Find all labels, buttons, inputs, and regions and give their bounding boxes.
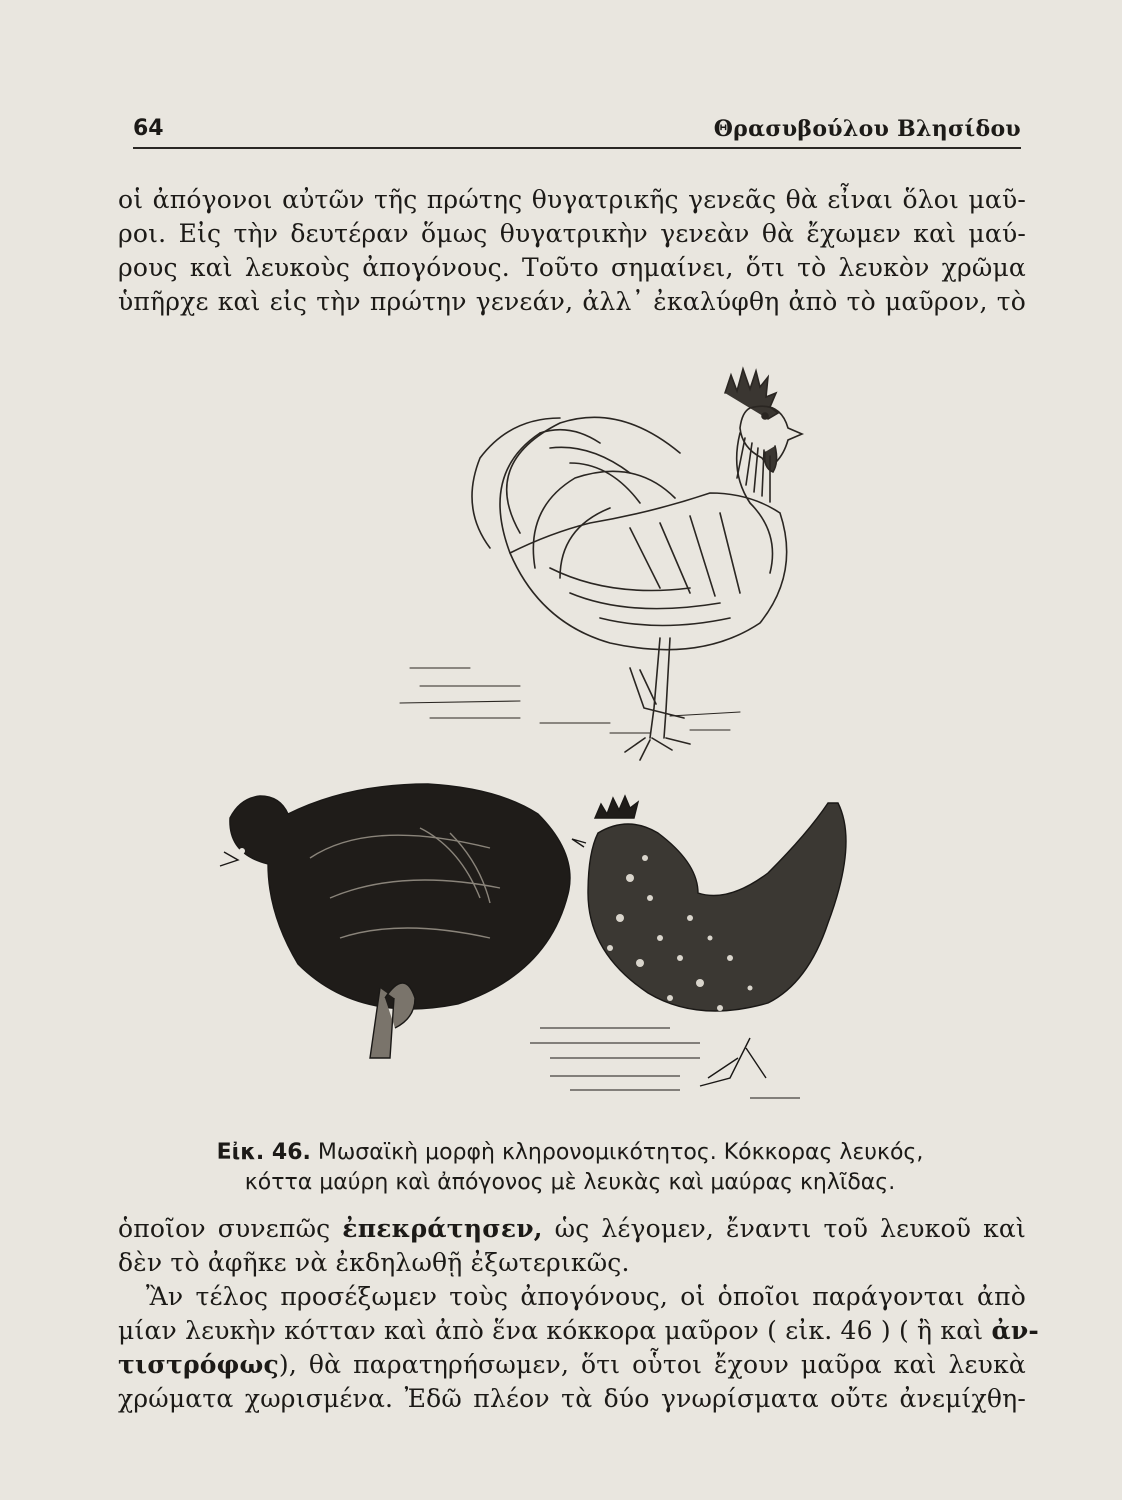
text-span: ὡς λέγομεν, ἔναντι τοῦ λευκοῦ καὶ [542,1214,1026,1243]
white-rooster-icon [190,338,1050,778]
paragraph-middle [118,1212,1026,1280]
figure-caption [130,1138,1010,1198]
text-line [118,1348,1026,1382]
page-header [133,112,1021,148]
bold-term: ἀν- [991,1316,1039,1345]
text-line: οἱ ἀπόγονοι αὐτῶν τῆς πρώτης θυγατρικῆς γενεᾶς θὰ εἶναι ὅλοι μαῦ- [118,185,1026,214]
figure-46 [190,338,1050,1128]
caption-label: Εἰκ. 46. [216,1140,311,1165]
text-span: ), θὰ παρατηρήσωμεν, ὅτι οὗτοι ἔχουν μαῦρα καὶ λευκὰ [278,1350,1026,1379]
text-line [118,1314,1039,1348]
header-rule [133,147,1021,149]
paragraph-top [118,183,1026,319]
text-line: ὑπῆρχε καὶ εἰς τὴν πρώτην γενεάν, ἀλλ᾽ ἐκαλύφθη ἀπὸ τὸ μαῦρον, τὸ [118,287,1026,316]
caption-line [130,1138,1010,1168]
bold-term: ἐπεκράτησεν, [342,1214,543,1243]
caption-text: Μωσαϊκὴ μορφὴ κληρονομικότητος. Κόκκορας λευκός, [310,1140,924,1165]
paragraph-bottom [118,1280,1039,1416]
caption-line: κόττα μαύρη καὶ ἀπόγονος μὲ λευκὰς καὶ μαύρας κηλῖδας. [244,1170,896,1195]
text-span: μίαν λευκὴν κότταν καὶ ἀπὸ ἕνα κόκκορα μαῦρον ( εἰκ. 46 ) ( ἢ καὶ [118,1316,992,1345]
page-number: 64 [133,116,164,141]
bold-term: τιστρόφως [118,1350,279,1379]
text-line: δὲν τὸ ἀφῆκε νὰ ἐκδηλωθῇ ἐξωτερικῶς. [118,1248,630,1277]
text-line: χρώματα χωρισμένα. Ἐδῶ πλέον τὰ δύο γνωρίσματα οὔτε ἀνεμίχθη- [118,1384,1026,1413]
text-line: Ἂν τέλος προσέξωμεν τοὺς ἀπογόνους, οἱ ὁποῖοι παράγονται ἀπὸ [146,1282,1026,1311]
running-head: Θρασυβούλου Βλησίδου [713,116,1021,142]
text-span: ὁποῖον συνεπῶς [118,1214,343,1243]
text-line: ρους καὶ λευκοὺς ἀπογόνους. Τοῦτο σημαίνει, ὅτι τὸ λευκὸν χρῶμα [118,253,1026,282]
text-line: ροι. Εἰς τὴν δευτέραν ὅμως θυγατρικὴν γενεὰν θὰ ἔχωμεν καὶ μαύ- [118,219,1026,248]
text-line [118,1212,1026,1246]
